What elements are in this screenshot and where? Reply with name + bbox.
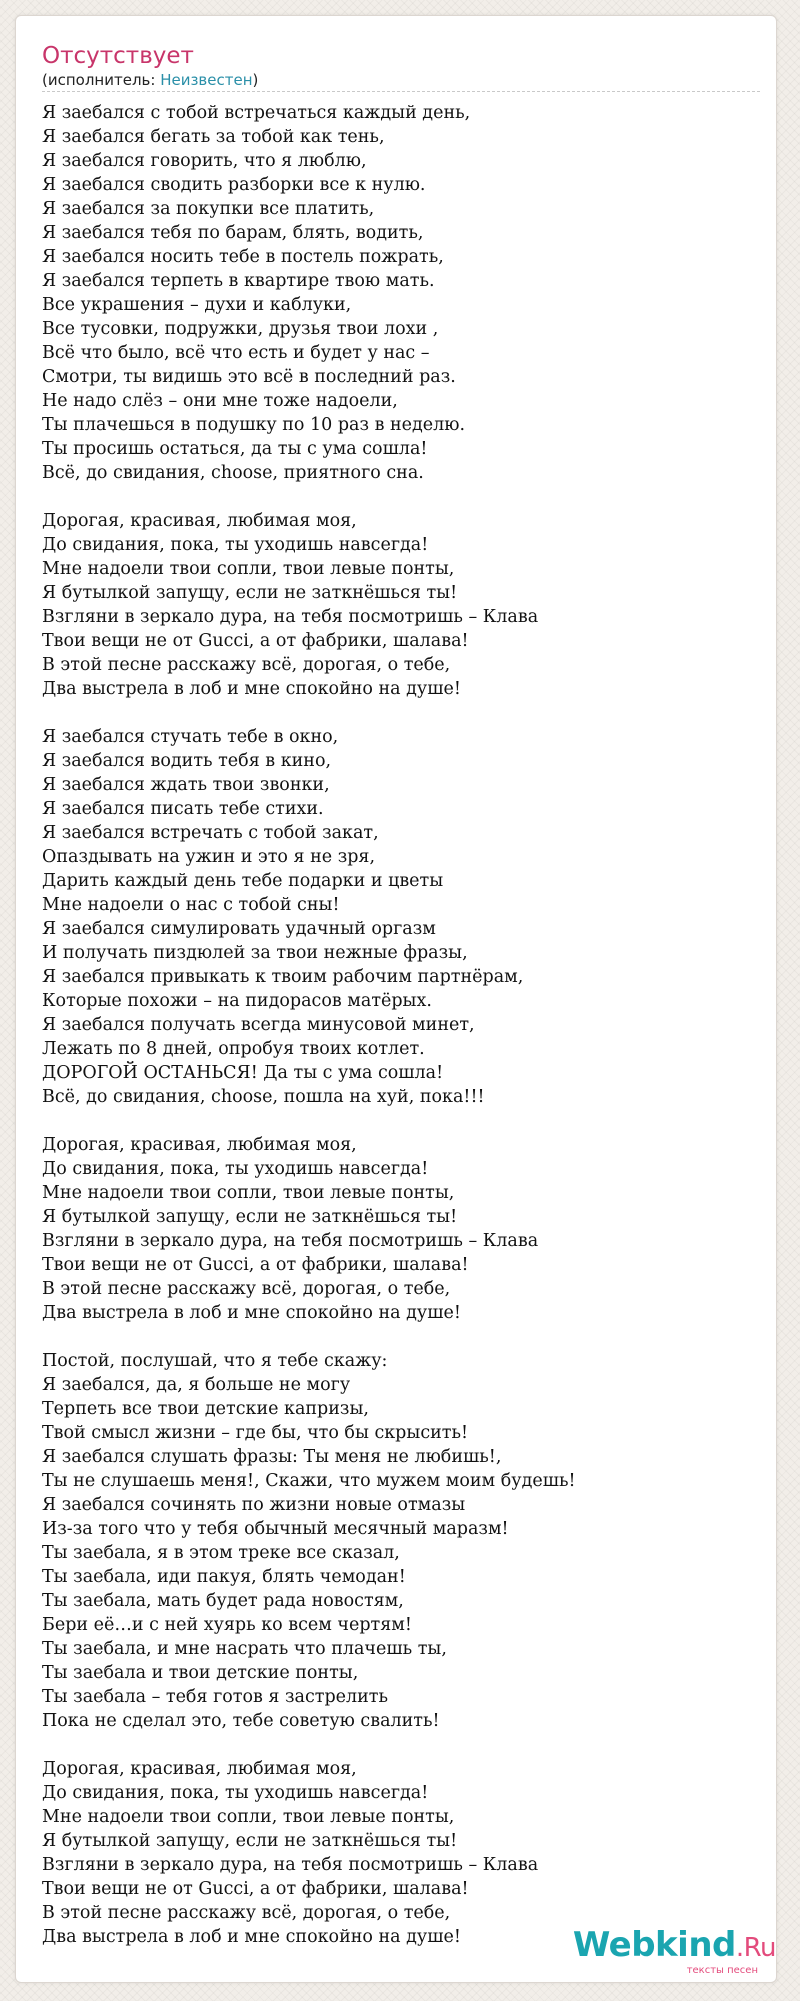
- lyric-line: Я заебался слушать фразы: Ты меня не любишь!,: [42, 1447, 502, 1467]
- lyric-line: Смотри, ты видишь это всё в последний раз.: [42, 367, 456, 387]
- lyric-line: Дарить каждый день тебе подарки и цветы: [42, 871, 444, 891]
- lyric-line: До свидания, пока, ты уходишь навсегда!: [42, 535, 429, 555]
- lyric-line: Ты просишь остаться, да ты с ума сошла!: [42, 439, 428, 459]
- lyric-line: Ты заебала, я в этом треке все сказал,: [42, 1543, 400, 1563]
- lyric-line: Бери её…и с ней хуярь ко всем чертям!: [42, 1615, 412, 1635]
- lyric-line: До свидания, пока, ты уходишь навсегда!: [42, 1783, 429, 1803]
- lyric-line: В этой песне расскажу всё, дорогая, о тебе,: [42, 1279, 451, 1299]
- lyric-line: Я заебался симулировать удачный оргазм: [42, 919, 436, 939]
- lyric-line: Ты заебала, иди пакуя, блять чемодан!: [42, 1567, 406, 1587]
- lyric-line: Я заебался за покупки все платить,: [42, 199, 375, 219]
- lyric-line: Я заебался тебя по барам, блять, водить,: [42, 223, 424, 243]
- lyric-line: Я заебался водить тебя в кино,: [42, 751, 332, 771]
- lyric-line: Я заебался говорить, что я люблю,: [42, 151, 367, 171]
- lyric-line: Я заебался терпеть в квартире твою мать.: [42, 271, 435, 291]
- lyric-line: Не надо слёз – они мне тоже надоели,: [42, 391, 398, 411]
- logo-wordmark: [573, 1925, 776, 1965]
- lyric-line: Я бутылкой запущу, если не заткнёшься ты!: [42, 1831, 458, 1851]
- lyrics-stanza: [42, 101, 762, 485]
- lyrics-stanza: [42, 1133, 762, 1325]
- lyric-line: Два выстрела в лоб и мне спокойно на душе!: [42, 1303, 461, 1323]
- logo-suffix: .Ru: [735, 1933, 776, 1963]
- lyric-line: Я заебался бегать за тобой как тень,: [42, 127, 385, 147]
- lyric-line: Всё, до свидания, choose, пошла на хуй, пока!!!: [42, 1087, 485, 1107]
- lyric-line: Мне надоели о нас с тобой сны!: [42, 895, 340, 915]
- artist-prefix: (исполнитель:: [42, 71, 161, 89]
- lyric-line: Взгляни в зеркало дура, на тебя посмотришь – Клава: [42, 607, 539, 627]
- lyric-line: Терпеть все твои детские капризы,: [42, 1399, 369, 1419]
- lyric-line: Твои вещи не от Gucci, а от фабрики, шалава!: [42, 631, 469, 651]
- logo-main-text: Webkind: [572, 1925, 736, 1965]
- lyric-line: Я заебался встречать с тобой закат,: [42, 823, 379, 843]
- artist-suffix: ): [252, 71, 259, 89]
- lyric-line: Дорогая, красивая, любимая моя,: [42, 1759, 357, 1779]
- lyric-line: В этой песне расскажу всё, дорогая, о тебе,: [42, 655, 451, 675]
- lyric-line: Дорогая, красивая, любимая моя,: [42, 511, 357, 531]
- lyric-line: Я заебался ждать твои звонки,: [42, 775, 330, 795]
- lyric-line: Я заебался получать всегда минусовой минет,: [42, 1015, 475, 1035]
- lyrics-stanza: [42, 1349, 762, 1733]
- lyric-line: ДОРОГОЙ ОСТАНЬСЯ! Да ты с ума сошла!: [42, 1063, 444, 1083]
- lyric-line: Ты плачешься в подушку по 10 раз в неделю.: [42, 415, 466, 435]
- lyric-line: Опаздывать на ужин и это я не зря,: [42, 847, 376, 867]
- lyric-line: Ты заебала, и мне насрать что плачешь ты,: [42, 1639, 447, 1659]
- lyric-line: Взгляни в зеркало дура, на тебя посмотришь – Клава: [42, 1855, 539, 1875]
- site-logo[interactable]: [566, 1925, 776, 1981]
- lyric-line: Из-за того что у тебя обычный месячный маразм!: [42, 1519, 509, 1539]
- lyric-line: Ты заебала и твои детские понты,: [42, 1663, 359, 1683]
- lyric-line: Я заебался писать тебе стихи.: [42, 799, 324, 819]
- lyric-line: Два выстрела в лоб и мне спокойно на душе!: [42, 1927, 461, 1947]
- lyric-line: Дорогая, красивая, любимая моя,: [42, 1135, 357, 1155]
- lyric-line: Твои вещи не от Gucci, а от фабрики, шалава!: [42, 1879, 469, 1899]
- lyric-line: Лежать по 8 дней, опробуя твоих котлет.: [42, 1039, 425, 1059]
- lyric-line: Всё что было, всё что есть и будет у нас –: [42, 343, 430, 363]
- lyric-line: Ты заебала – тебя готов я застрелить: [42, 1687, 389, 1707]
- lyric-line: Ты заебала, мать будет рада новостям,: [42, 1591, 404, 1611]
- lyric-line: До свидания, пока, ты уходишь навсегда!: [42, 1159, 429, 1179]
- lyric-line: Твой смысл жизни – где бы, что бы скрысить!: [42, 1423, 469, 1443]
- lyric-line: Ты не слушаешь меня!, Скажи, что мужем моим будешь!: [42, 1471, 576, 1491]
- lyrics-stanza: [42, 1757, 762, 1949]
- lyric-line: Всё, до свидания, choose, приятного сна.: [42, 463, 424, 483]
- lyric-line: Мне надоели твои сопли, твои левые понты,: [42, 1807, 455, 1827]
- lyric-line: Пока не сделал это, тебе советую свалить!: [42, 1711, 440, 1731]
- song-title: Отсутствует: [42, 43, 194, 69]
- lyric-line: Два выстрела в лоб и мне спокойно на душе!: [42, 679, 461, 699]
- logo-tagline: тексты песен: [686, 1965, 758, 1976]
- lyric-line: Взгляни в зеркало дура, на тебя посмотришь – Клава: [42, 1231, 539, 1251]
- lyric-line: Твои вещи не от Gucci, а от фабрики, шалава!: [42, 1255, 469, 1275]
- lyric-line: Я бутылкой запущу, если не заткнёшься ты!: [42, 583, 458, 603]
- lyric-line: Я заебался стучать тебе в окно,: [42, 727, 339, 747]
- lyric-line: Я заебался с тобой встречаться каждый день,: [42, 103, 471, 123]
- lyric-line: В этой песне расскажу всё, дорогая, о тебе,: [42, 1903, 451, 1923]
- lyric-line: Мне надоели твои сопли, твои левые понты,: [42, 1183, 455, 1203]
- lyric-line: И получать пиздюлей за твои нежные фразы,: [42, 943, 468, 963]
- lyric-line: Все украшения – духи и каблуки,: [42, 295, 352, 315]
- lyrics-stanza: [42, 509, 762, 701]
- lyric-line: Я заебался сочинять по жизни новые отмазы: [42, 1495, 466, 1515]
- lyric-line: Мне надоели твои сопли, твои левые понты,: [42, 559, 455, 579]
- lyric-line: Постой, послушай, что я тебе скажу:: [42, 1351, 388, 1371]
- lyric-line: Я заебался, да, я больше не могу: [42, 1375, 351, 1395]
- lyric-line: Которые похожи – на пидорасов матёрых.: [42, 991, 432, 1011]
- artist-line: [42, 70, 760, 92]
- lyric-line: Я бутылкой запущу, если не заткнёшься ты!: [42, 1207, 458, 1227]
- lyric-line: Я заебался сводить разборки все к нулю.: [42, 175, 426, 195]
- artist-link[interactable]: Неизвестен: [160, 71, 253, 89]
- lyric-line: Все тусовки, подружки, друзья твои лохи ,: [42, 319, 439, 339]
- lyrics-text: [42, 101, 762, 1973]
- lyric-line: Я заебался привыкать к твоим рабочим партнёрам,: [42, 967, 524, 987]
- lyrics-stanza: [42, 725, 762, 1109]
- lyric-line: Я заебался носить тебе в постель пожрать,: [42, 247, 444, 267]
